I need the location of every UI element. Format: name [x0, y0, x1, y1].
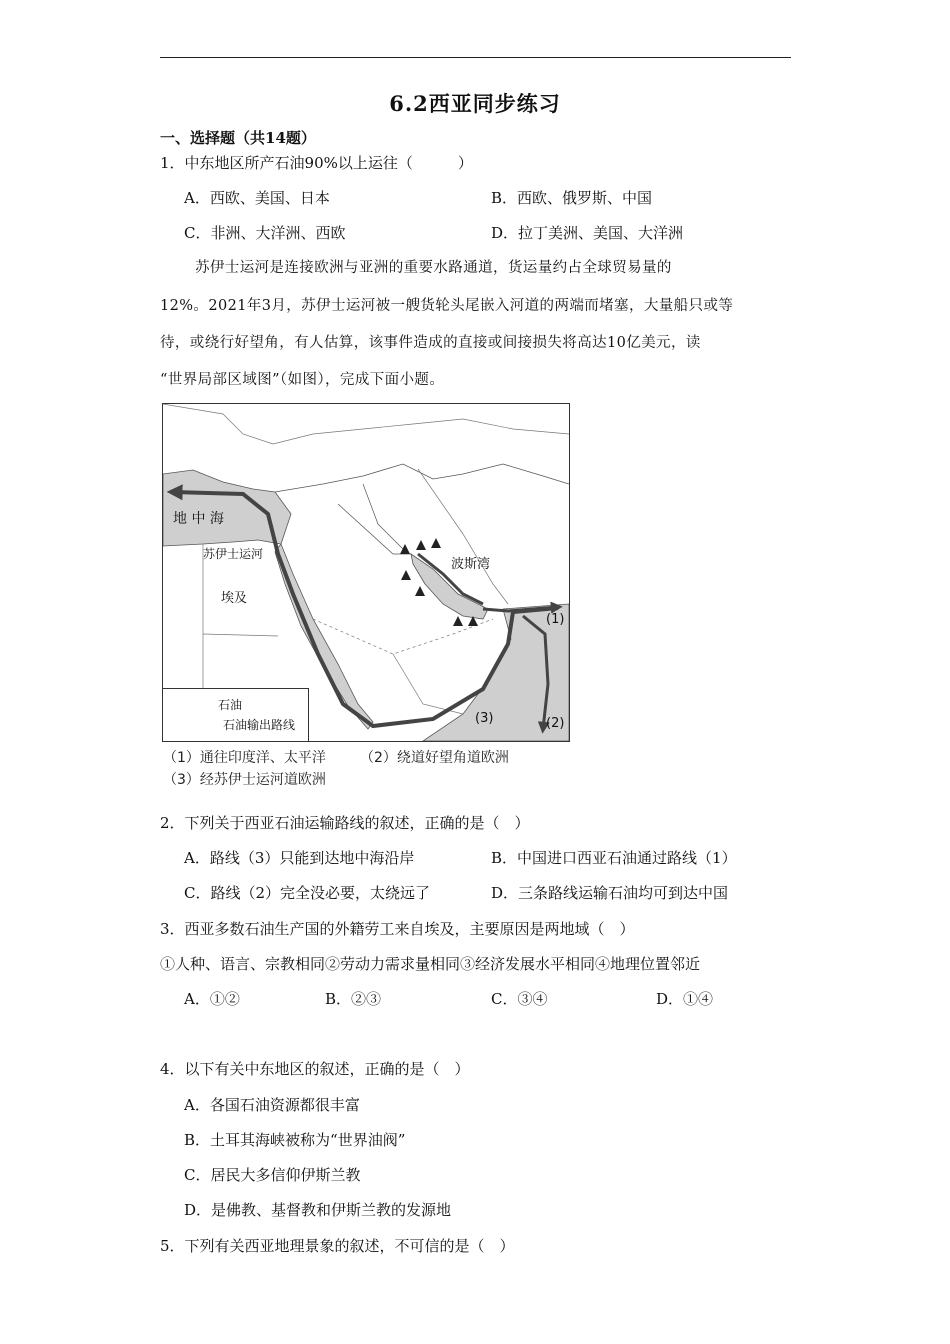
q1-option-b[interactable]: B．西欧、俄罗斯、中国: [491, 189, 653, 207]
passage-line-1: 苏伊士运河是连接欧洲与亚洲的重要水路通道，货运量约占全球贸易量的: [195, 260, 672, 276]
q3-stem: 3．西亚多数石油生产国的外籍劳工来自埃及，主要原因是两地域（ ）: [160, 920, 635, 938]
q1-stem: 1．中东地区所产石油90%以上运往（ ）: [160, 154, 473, 172]
q2-option-a[interactable]: A．路线（3）只能到达地中海沿岸: [184, 849, 415, 867]
q3-option-b[interactable]: B．②③: [325, 990, 382, 1008]
section-heading: 一、选择题（共14题）: [160, 129, 316, 147]
page-title: 6.2西亚同步练习: [389, 91, 561, 116]
q2-option-b[interactable]: B．中国进口西亚石油通过路线（1）: [491, 849, 737, 867]
q2-stem: 2．下列关于西亚石油运输路线的叙述，正确的是（ ）: [160, 814, 530, 832]
label-route-2: (2): [546, 716, 565, 731]
q5-stem: 5．下列有关西亚地理景象的叙述，不可信的是（ ）: [160, 1237, 515, 1255]
label-persian-gulf: 波斯湾: [451, 557, 491, 572]
q3-items: ①人种、语言、宗教相同②劳动力需求量相同③经济发展水平相同④地理位置邻近: [160, 955, 701, 973]
label-route-3: (3): [475, 711, 494, 726]
label-mediterranean: 地 中 海: [173, 511, 224, 527]
q4-stem: 4．以下有关中东地区的叙述，正确的是（ ）: [160, 1060, 470, 1078]
q2-option-c[interactable]: C．路线（2）完全没必要，太绕远了: [184, 884, 431, 902]
q4-option-c[interactable]: C．居民大多信仰伊斯兰教: [184, 1166, 361, 1184]
q2-option-d[interactable]: D．三条路线运输石油均可到达中国: [491, 884, 729, 902]
map-caption-2: （2）绕道好望角道欧洲: [360, 750, 509, 766]
passage-line-3: 待，或绕行好望角，有人估算，该事件造成的直接或间接损失将高达10亿美元，读: [160, 335, 701, 351]
legend-oil-label: 石油: [218, 698, 243, 712]
q1-option-c[interactable]: C．非洲、大洋洲、西欧: [184, 224, 346, 242]
passage-line-4: “世界局部区域图”（如图），完成下面小题。: [160, 372, 445, 388]
q3-option-a[interactable]: A．①②: [184, 990, 240, 1008]
q4-option-b[interactable]: B．土耳其海峡被称为“世界油阀”: [184, 1131, 406, 1149]
q4-option-d[interactable]: D．是佛教、基督教和伊斯兰教的发源地: [184, 1201, 452, 1219]
q3-option-c[interactable]: C．③④: [491, 990, 548, 1008]
q1-option-a[interactable]: A．西欧、美国、日本: [184, 189, 330, 207]
label-route-1: (1): [546, 612, 565, 627]
header-rule: [160, 57, 791, 58]
map-caption-3: （3）经苏伊士运河道欧洲: [163, 772, 326, 788]
q1-option-d[interactable]: D．拉丁美洲、美国、大洋洲: [491, 224, 684, 242]
map-caption-1: （1）通往印度洋、太平洋: [163, 750, 326, 766]
label-suez: 苏伊士运河: [203, 547, 264, 561]
passage-line-2: 12%。2021年3月，苏伊士运河被一艘货轮头尾嵌入河道的两端而堵塞，大量船只或等: [160, 298, 734, 314]
legend-route-label: 石油输出路线: [223, 718, 296, 732]
q3-option-d[interactable]: D．①④: [656, 990, 714, 1008]
region-map: [162, 403, 570, 742]
q4-option-a[interactable]: A．各国石油资源都很丰富: [184, 1096, 360, 1114]
label-egypt: 埃及: [221, 591, 248, 606]
